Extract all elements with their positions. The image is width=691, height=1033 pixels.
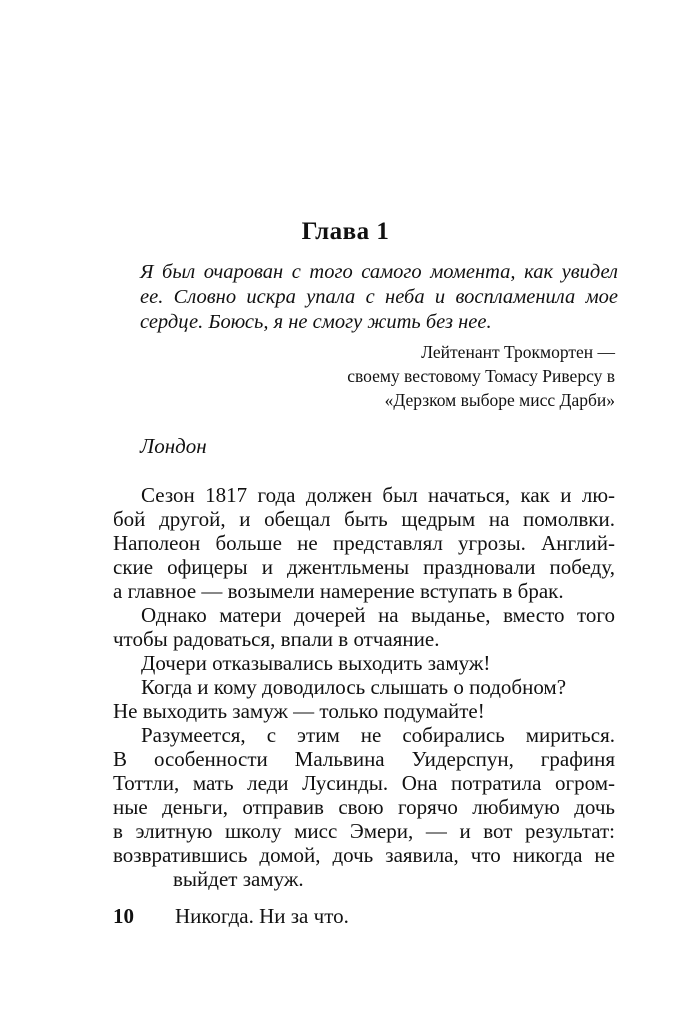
body-line: возвратившись домой, дочь заявила, что никогда не <box>113 843 615 867</box>
page-number: 10 <box>113 904 134 928</box>
body-line: ные деньги, отправив свою горячо любимую дочь <box>113 795 615 819</box>
body-line: Дочери отказывались выходить замуж! <box>141 651 491 675</box>
page-footer <box>113 904 349 928</box>
epigraph <box>140 260 618 335</box>
body-line: Однако матери дочерей на выданье, вместо того <box>141 603 615 627</box>
body-line: выйдет замуж. <box>173 867 304 891</box>
epigraph-line: Я был очарован с того самого момента, как увидел <box>140 261 618 283</box>
epigraph-line: ее. Словно искра упала с неба и воспламенила мое <box>140 286 618 308</box>
body-line: чтобы радоваться, впали в отчаяние. <box>113 627 440 651</box>
location-heading: Лондон <box>140 434 207 458</box>
body-line: В особенности Мальвина Уидерспун, графиня <box>113 747 615 771</box>
chapter-title: Глава 1 <box>301 218 390 245</box>
body-line: Не выходить замуж — только подумайте! <box>113 699 485 723</box>
body-line: Разумеется, с этим не собирались мириться. <box>141 723 615 747</box>
body-line: Никогда. Ни за что. <box>175 904 349 928</box>
body-text <box>113 483 615 891</box>
body-line: Наполеон больше не представлял угрозы. Англий- <box>113 531 615 555</box>
body-line: в элитную школу мисс Эмери, — и вот результат: <box>113 819 615 843</box>
body-line: Тоттли, мать леди Лусинды. Она потратила огром- <box>113 771 615 795</box>
epigraph-line: сердце. Боюсь, я не смогу жить без нее. <box>140 311 492 333</box>
body-line: а главное — возымели намерение вступать в брак. <box>113 579 564 603</box>
attribution-line: «Дерзком выборе мисс Дарби» <box>384 390 615 410</box>
attribution-line: Лейтенант Трокмортен — <box>421 342 615 362</box>
body-line: Когда и кому доводилось слышать о подобном? <box>141 675 567 699</box>
epigraph-attribution <box>347 340 615 412</box>
body-line: Сезон 1817 года должен был начаться, как и лю- <box>141 483 615 507</box>
body-line: бой другой, и обещал быть щедрым на помолвки. <box>113 507 615 531</box>
attribution-line: своему вестовому Томасу Риверсу в <box>347 366 615 386</box>
body-line: ские офицеры и джентльмены праздновали победу, <box>113 555 615 579</box>
